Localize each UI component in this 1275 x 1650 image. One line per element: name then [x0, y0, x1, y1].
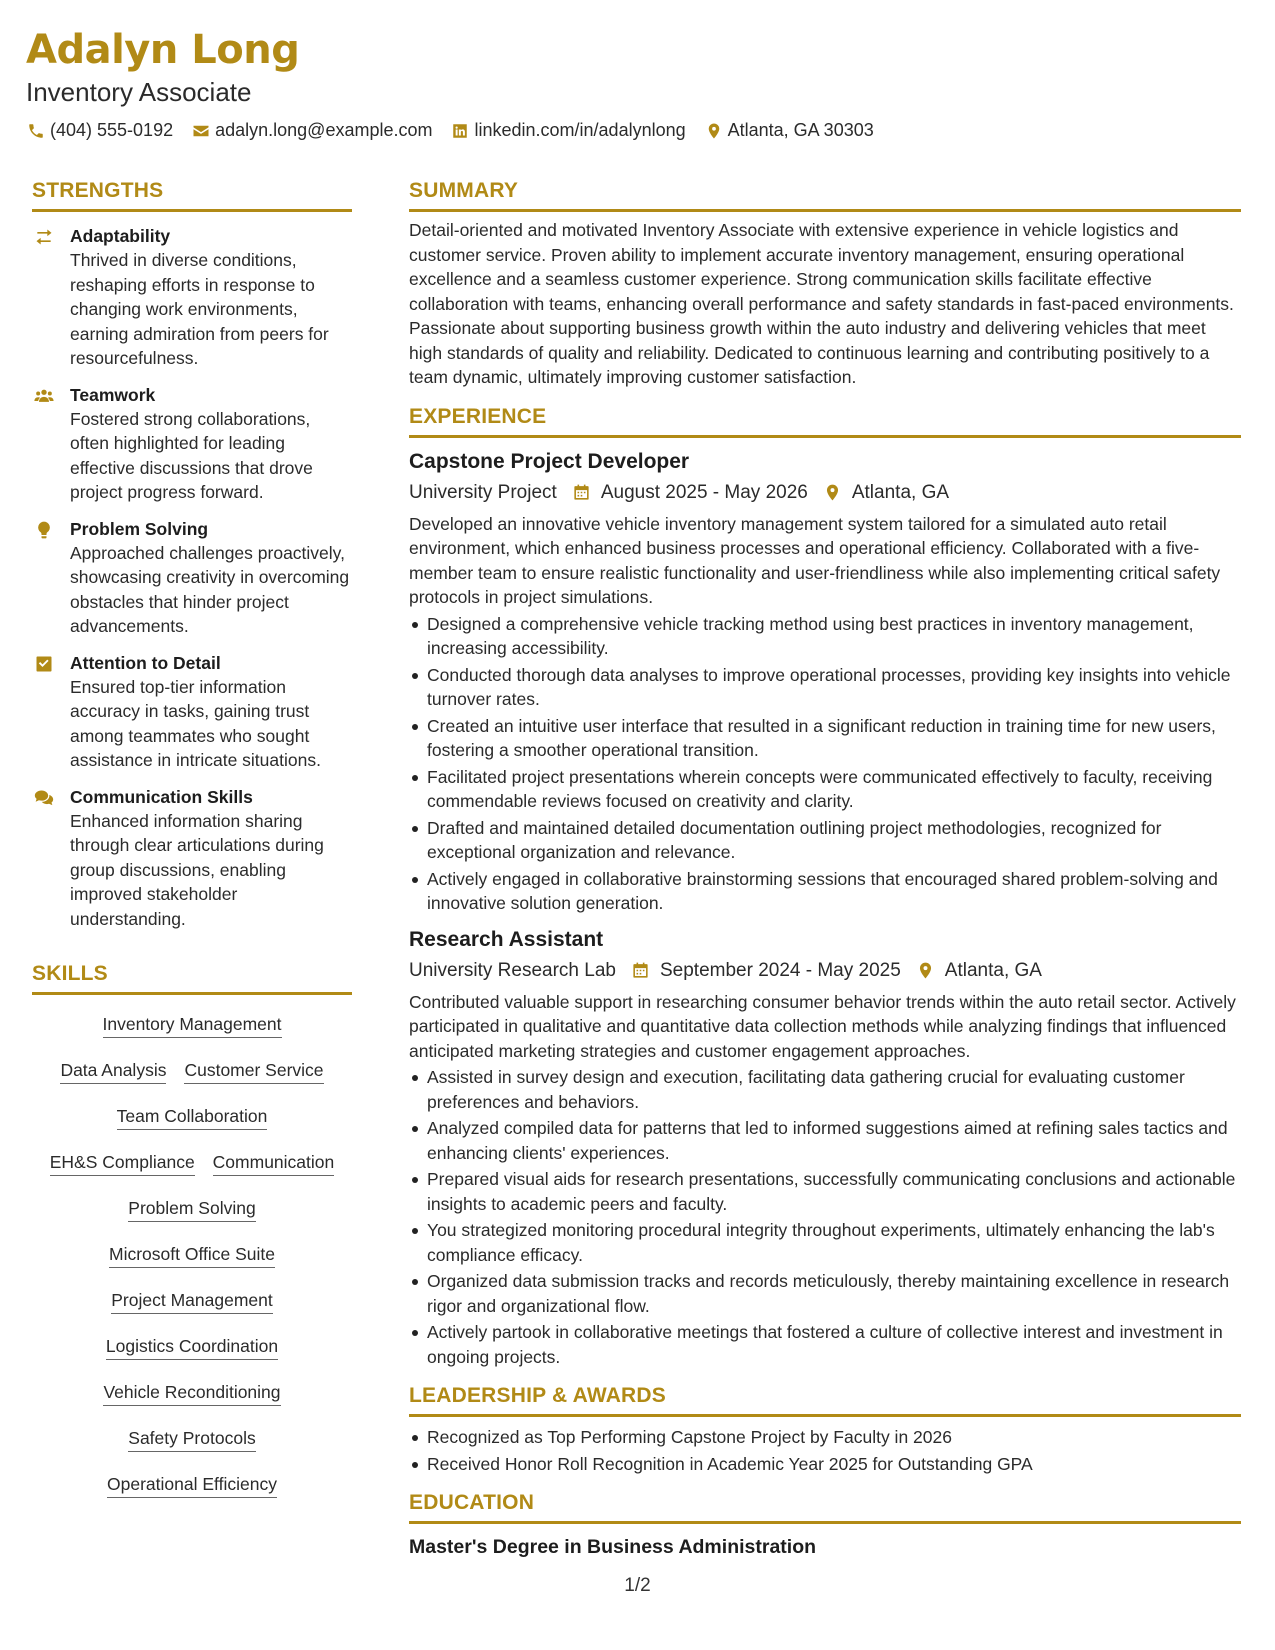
chat-bubbles-icon [32, 785, 70, 932]
job-dates: September 2024 - May 2025 [659, 959, 901, 981]
envelope-icon [191, 121, 211, 141]
job-entry [409, 926, 1241, 1370]
strength-item [32, 651, 352, 773]
map-pin-icon [704, 121, 724, 141]
job-entry [409, 448, 1241, 916]
job-bullets [409, 612, 1241, 916]
contact-location [704, 120, 874, 141]
contact-bar [26, 120, 892, 141]
skills-heading: SKILLS [32, 961, 352, 995]
education-heading: EDUCATION [409, 1490, 1241, 1524]
list-item: Actively partook in collaborative meetings that fostered a culture of collective interest and investment in ongoing projects. [409, 1320, 1241, 1369]
list-item: Organized data submission tracks and records meticulously, thereby maintaining excellence in research rigor and organizational flow. [409, 1269, 1241, 1318]
education-section [409, 1490, 1241, 1560]
candidate-role: Inventory Associate [26, 77, 252, 107]
users-icon [32, 383, 70, 505]
skill-tag: Communication [213, 1151, 335, 1176]
job-org: University Research Lab [409, 959, 616, 981]
list-item: You strategized monitoring procedural integrity throughout experiments, ultimately enhancing the lab's compliance efficacy. [409, 1218, 1241, 1267]
leadership-heading: LEADERSHIP & AWARDS [409, 1383, 1241, 1417]
job-description: Contributed valuable support in researching consumer behavior trends within the auto retail sector. Actively participated in qualitative and quantitative data collection methods while analyzing findings that influenced anticipated marketing strategies and customer engagement approaches. [409, 991, 1236, 1061]
skill-tag: Vehicle Reconditioning [103, 1381, 280, 1406]
skill-tag: Safety Protocols [128, 1427, 255, 1452]
list-item: Prepared visual aids for research presentations, successfully communicating conclusions and actionable insights to academic peers and faculty. [409, 1167, 1241, 1216]
job-bullets [409, 1065, 1241, 1369]
degree-title: Master's Degree in Business Administration [409, 1536, 817, 1558]
phone-icon [26, 121, 46, 141]
list-item: Drafted and maintained detailed documentation outlining project methodologies, recognized for exceptional organization and relevance. [409, 816, 1241, 865]
experience-section [409, 404, 1241, 1370]
list-item: Created an intuitive user interface that resulted in a significant reduction in training time for new users, fostering a smoother operational transition. [409, 714, 1241, 763]
strengths-heading: STRENGTHS [32, 178, 352, 212]
strength-desc: Approached challenges proactively, showcasing creativity in overcoming obstacles that hinder project advancements. [70, 542, 350, 636]
skill-tag: Project Management [111, 1289, 272, 1314]
job-meta [409, 480, 1241, 506]
map-pin-icon [822, 482, 844, 504]
contact-linkedin[interactable] [450, 120, 685, 141]
strength-desc: Ensured top-tier information accuracy in tasks, gaining trust among teammates who sought assistance in intricate situations. [70, 676, 321, 770]
contact-email-text: adalyn.long@example.com [215, 120, 433, 140]
strength-item [32, 517, 352, 639]
strength-title: Adaptability [70, 226, 171, 246]
job-title: Research Assistant [409, 927, 604, 951]
job-org: University Project [409, 481, 557, 503]
skill-tag: Team Collaboration [117, 1105, 268, 1130]
skill-tag: Problem Solving [128, 1197, 255, 1222]
job-location: Atlanta, GA [851, 481, 950, 503]
skill-tag: Microsoft Office Suite [109, 1243, 275, 1268]
strength-title: Communication Skills [70, 786, 253, 807]
job-location: Atlanta, GA [944, 959, 1042, 981]
left-column [32, 178, 352, 1513]
list-item: Recognized as Top Performing Capstone Project by Faculty in 2026 [409, 1425, 1241, 1450]
lightbulb-icon [32, 517, 70, 639]
skill-tag: Inventory Management [103, 1013, 282, 1038]
skill-tag: Data Analysis [60, 1059, 166, 1084]
strength-desc: Thrived in diverse conditions, reshaping efforts in response to changing work environments, earning admiration from peers for resourcefulness. [70, 250, 329, 368]
strength-title: Attention to Detail [70, 652, 221, 673]
leadership-section [409, 1383, 1241, 1476]
contact-linkedin-text: linkedin.com/in/adalynlong [474, 120, 686, 140]
summary-section [409, 178, 1241, 390]
strength-title: Problem Solving [70, 518, 209, 539]
calendar-icon [571, 482, 593, 504]
skills-section [32, 961, 352, 1513]
contact-phone[interactable] [26, 120, 173, 141]
strength-desc: Enhanced information sharing through clear articulations during group discussions, enabling improved stakeholder understanding. [70, 810, 324, 929]
contact-location-text: Atlanta, GA 30303 [727, 120, 874, 140]
job-description: Developed an innovative vehicle inventory management system tailored for a simulated auto retail environment, which enhanced business processes and operational efficiency. Collaborated with a five-member team to ensure realistic functionality and user-friendliness while also implementing critical safety protocols in project simulations. [409, 513, 1221, 607]
summary-heading: SUMMARY [409, 178, 1241, 212]
right-column [409, 178, 1241, 1560]
skill-tag: EH&S Compliance [50, 1151, 195, 1176]
strength-item [32, 383, 352, 505]
summary-text: Detail-oriented and motivated Inventory Associate with extensive experience in vehicle logistics and customer service. Proven ability to implement accurate inventory management, ensuring operational excellence and a seamless customer experience. Strong communication skills facilitate effective collaboration with teams, enhancing overall performance and safety standards in fast-paced environments. Passionate about supporting business growth within the auto industry and delivering vehicles that meet high standards of quality and reliability. Dedicated to continuous learning and contributing positively to a team dynamic, ultimately improving customer satisfaction. [409, 220, 1234, 387]
list-item: Conducted thorough data analyses to improve operational processes, providing key insights into vehicle turnover rates. [409, 663, 1241, 712]
list-item: Analyzed compiled data for patterns that led to informed suggestions aimed at refining sales tactics and enhancing clients' experiences. [409, 1116, 1241, 1165]
strength-title: Teamwork [70, 384, 156, 405]
strength-item [32, 224, 352, 371]
contact-phone-text: (404) 555-0192 [50, 120, 174, 140]
job-dates: August 2025 - May 2026 [600, 481, 808, 503]
arrows-exchange-icon [32, 224, 70, 371]
map-pin-icon [915, 960, 937, 982]
list-item: Received Honor Roll Recognition in Academic Year 2025 for Outstanding GPA [409, 1452, 1241, 1477]
list-item: Assisted in survey design and execution, facilitating data gathering crucial for evaluating customer preferences and behaviors. [409, 1065, 1241, 1114]
linkedin-icon [450, 121, 470, 141]
contact-email[interactable] [191, 120, 432, 141]
experience-heading: EXPERIENCE [409, 404, 1241, 438]
resume-header [26, 24, 892, 141]
skill-tag: Operational Efficiency [107, 1473, 277, 1498]
checkbox-icon [32, 651, 70, 773]
strength-item [32, 785, 352, 932]
skill-tag: Logistics Coordination [106, 1335, 278, 1360]
leadership-list [409, 1425, 1241, 1476]
list-item: Facilitated project presentations wherein concepts were communicated effectively to faculty, receiving commendable reviews focused on creativity and clarity. [409, 765, 1241, 814]
list-item: Actively engaged in collaborative brainstorming sessions that encouraged shared problem-solving and innovative solution generation. [409, 867, 1241, 916]
skills-list [32, 1007, 352, 1513]
job-meta [409, 958, 1241, 984]
skill-tag: Customer Service [184, 1059, 323, 1084]
strength-desc: Fostered strong collaborations, often highlighted for leading effective discussions that drove project progress forward. [70, 408, 313, 502]
calendar-icon [630, 960, 652, 982]
list-item: Designed a comprehensive vehicle tracking method using best practices in inventory management, increasing accessibility. [409, 612, 1241, 661]
job-title: Capstone Project Developer [409, 449, 690, 473]
page-number: 1/2 [624, 1575, 651, 1596]
candidate-name: Adalyn Long [26, 27, 300, 73]
